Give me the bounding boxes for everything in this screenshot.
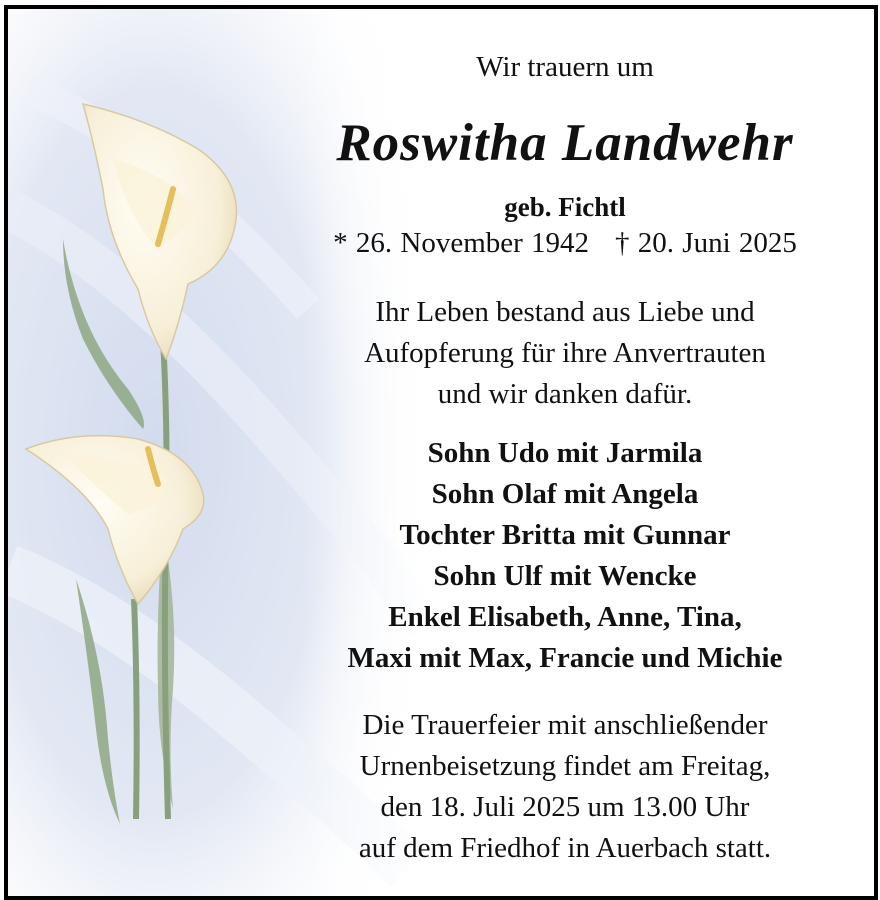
obituary-frame [4,5,878,900]
quote-line: Ihr Leben bestand aus Liebe und [375,296,755,328]
mourner-line: Maxi mit Max, Francie und Michie [347,642,783,674]
mourner-line: Sohn Ulf mit Wencke [433,560,697,592]
intro-text: Wir trauern um [476,51,654,83]
quote-line: Aufopferung für ihre Anvertrauten [364,337,766,369]
birth-name: geb. Fichtl [504,192,626,222]
deceased-name: Roswitha Landwehr [336,114,794,172]
mourner-line: Sohn Olaf mit Angela [431,478,699,510]
mourner-line: Tochter Britta mit Gunnar [399,519,731,551]
service-line: Urnenbeisetzung findet am Freitag, [359,750,771,782]
memorial-quote [280,292,850,415]
service-line: Die Trauerfeier mit anschließender [362,709,768,741]
mourner-line: Sohn Udo mit Jarmila [427,437,703,469]
service-line: den 18. Juli 2025 um 13.00 Uhr [380,791,750,823]
life-dates [280,227,850,260]
service-line: auf dem Friedhof in Auerbach statt. [358,832,772,864]
death-date: † 20. Juni 2025 [615,227,797,259]
birth-date: * 26. November 1942 [333,227,590,259]
mourners-list [280,433,850,679]
quote-line: und wir danken dafür. [437,378,693,410]
funeral-service-info [280,705,850,869]
mourner-line: Enkel Elisabeth, Anne, Tina, [388,601,742,633]
